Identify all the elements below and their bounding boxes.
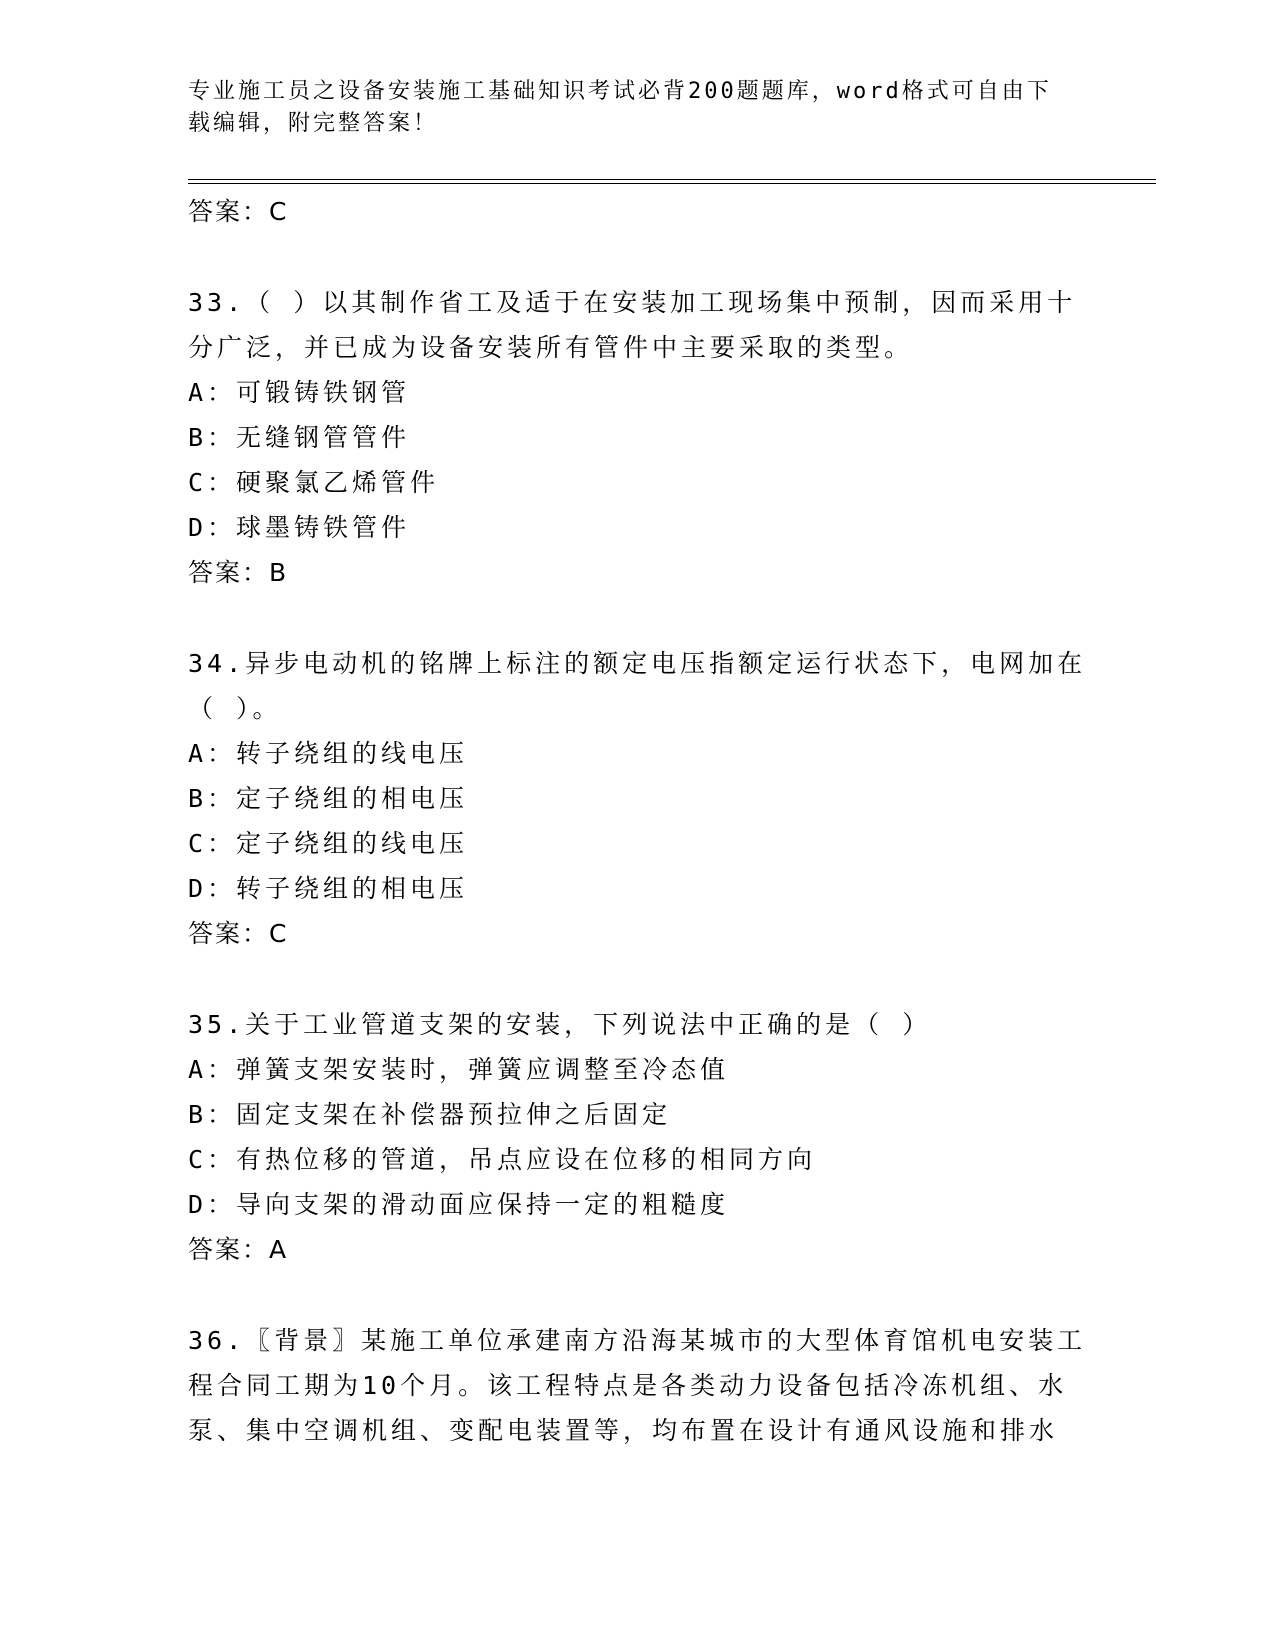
question-text: 33.（ ）以其制作省工及适于在安装加工现场集中预制，因而采用十分广泛，并已成为设备安装所有管件中主要采取的类型。 [188,288,1077,362]
question-text: 35.关于工业管道支架的安装，下列说法中正确的是（ ） [188,1010,932,1039]
header-rule-top [188,179,1156,180]
answer-34: 答案：C [188,919,289,948]
question-text: 36.〖背景〗某施工单位承建南方沿海某城市的大型体育馆机电安装工程合同工期为10个月。该工程特点是各类动力设备包括冷冻机组、水泵、集中空调机组、变配电装置等，均布置在设计有通风设施和排水 [188,1326,1087,1445]
question-34 [188,641,1088,957]
answer-35: 答案：A [188,1235,289,1264]
option-d: D：转子绕组的相电压 [188,874,469,903]
document-header: 专业施工员之设备安装施工基础知识考试必背200题题库，word格式可自由下载编辑，附完整答案！ [188,79,1052,136]
answer-33: 答案：B [188,558,289,587]
question-36 [188,1318,1088,1453]
question-content [188,189,1088,1453]
spacer [188,957,1088,1002]
question-33 [188,280,1088,596]
question-35 [188,1002,1088,1273]
option-b: B：固定支架在补偿器预拉伸之后固定 [188,1100,672,1129]
option-c: C：定子绕组的线电压 [188,829,469,858]
option-c: C：硬聚氯乙烯管件 [188,468,440,497]
option-b: B：无缝钢管管件 [188,423,411,452]
spacer [188,1273,1088,1318]
option-c: C：有热位移的管道，吊点应设在位移的相同方向 [188,1145,817,1174]
option-d: D：导向支架的滑动面应保持一定的粗糙度 [188,1190,730,1219]
header-rule-bottom [188,183,1156,184]
option-a: A：转子绕组的线电压 [188,739,469,768]
option-a: A：可锻铸铁钢管 [188,378,411,407]
option-d: D：球墨铸铁管件 [188,513,411,542]
spacer [188,235,1088,280]
spacer [188,596,1088,641]
option-a: A：弹簧支架安装时，弹簧应调整至冷态值 [188,1055,730,1084]
answer-32: 答案：C [188,197,289,226]
question-text: 34.异步电动机的铭牌上标注的额定电压指额定运行状态下，电网加在（ ）。 [188,649,1087,723]
option-b: B：定子绕组的相电压 [188,784,469,813]
